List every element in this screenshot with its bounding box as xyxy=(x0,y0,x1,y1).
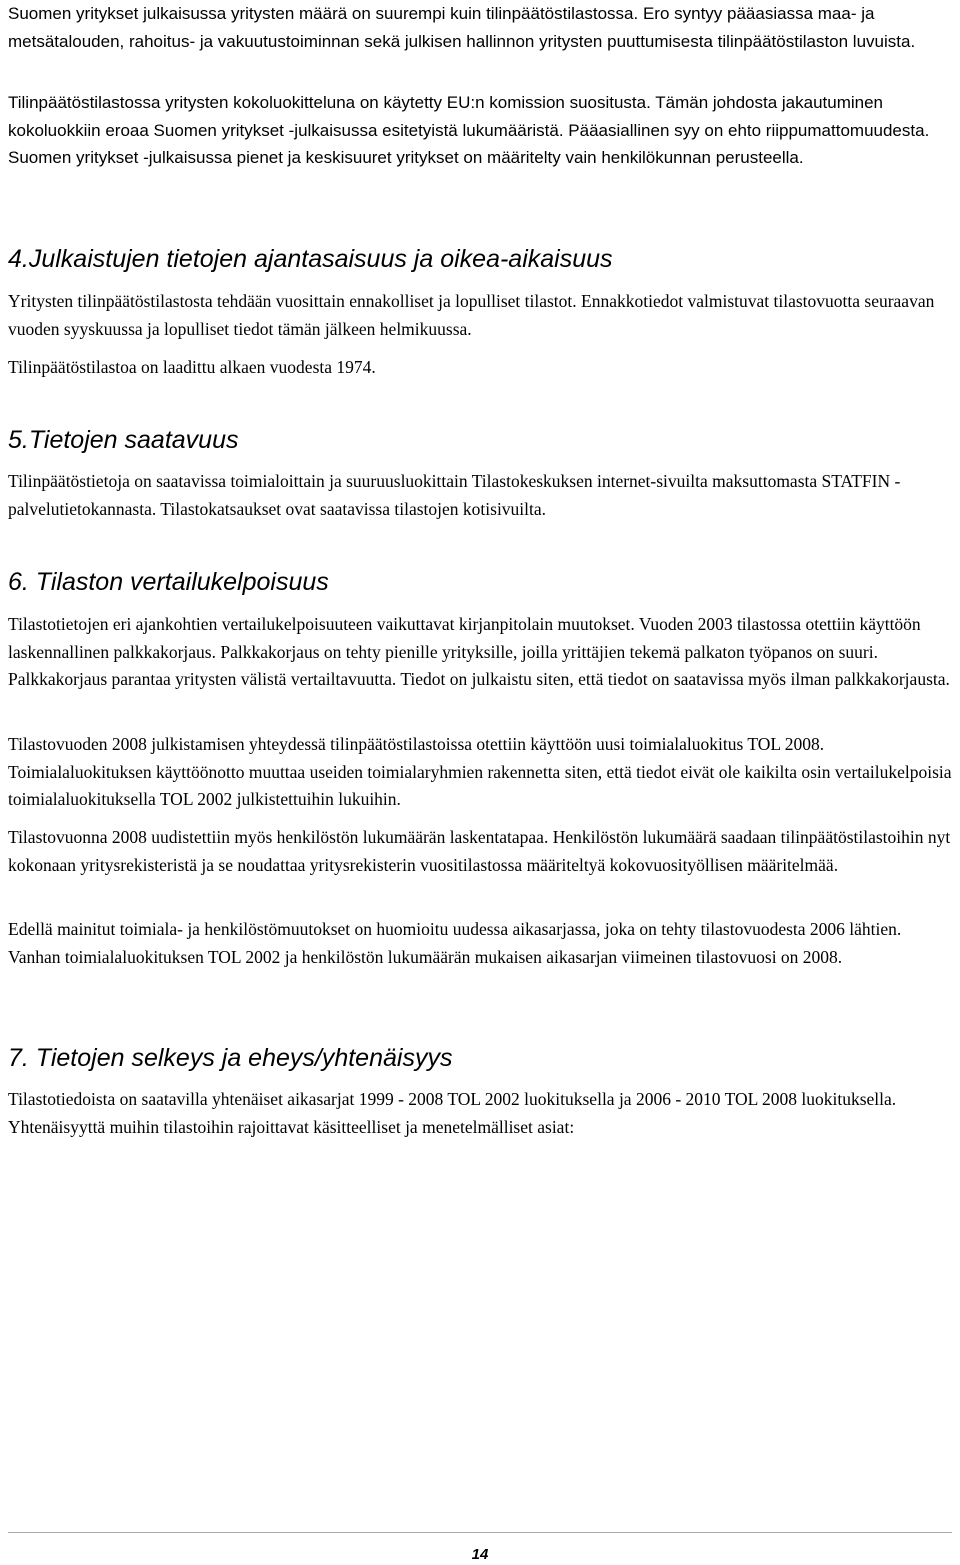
section-7-heading: 7. Tietojen selkeys ja eheys/yhtenäisyys xyxy=(8,1044,453,1072)
section-4-heading: 4.Julkaistujen tietojen ajantasaisuus ja oikea-aikaisuus xyxy=(8,245,613,273)
footer-rule xyxy=(8,1532,952,1533)
section-4-paragraph-1: Yritysten tilinpäätöstilastosta tehdään vuosittain ennakolliset ja lopulliset tilastot. Ennakkotiedot valmistuvat tilastovuotta seuraavan vuoden syyskuussa ja lopulliset tiedot tämän jälkeen helmikuussa. xyxy=(8,291,935,339)
section-6-paragraph-4: Edellä mainitut toimiala- ja henkilöstömuutokset on huomioitu uudessa aikasarjassa, joka on tehty tilastovuodesta 2006 lähtien. Vanhan toimialaluokituksen TOL 2002 ja henkilöstön lukumäärän mukaisen aikasarjan viimeinen tilastovuosi on 2008. xyxy=(8,919,902,967)
intro-paragraph-2: Tilinpäätöstilastossa yritysten kokoluokitteluna on käytetty EU:n komission suositusta. Tämän johdosta jakautuminen kokoluokkiin eroaa Suomen yritykset -julkaisussa esitetyistä lukumääristä. Pääasiallinen syy on ehto riippumattomuudesta. Suomen yritykset -julkaisussa pienet ja keskisuuret yritykset on määritelty vain henkilökunnan perusteella. xyxy=(8,93,930,167)
intro-paragraph-1: Suomen yritykset julkaisussa yritysten määrä on suurempi kuin tilinpäätöstilastossa. Ero syntyy pääasiassa maa- ja metsätalouden, rahoitus- ja vakuutustoiminnan sekä julkisen hallinnon yritysten puuttumisesta tilinpäätöstilaston luvuista. xyxy=(8,4,916,51)
section-4-paragraph-2: Tilinpäätöstilastoa on laadittu alkaen vuodesta 1974. xyxy=(8,357,376,377)
section-6-paragraph-2: Tilastovuoden 2008 julkistamisen yhteydessä tilinpäätöstilastoissa otettiin käyttöön uusi toimialaluokitus TOL 2008. Toimialaluokituksen käyttöönotto muuttaa useiden toimialaryhmien rakennetta siten, että tiedot eivät ole kaikilta osin vertailukelpoisia toimialaluokituksella TOL 2002 julkistettuihin lukuihin. xyxy=(8,734,952,809)
section-7-paragraph-1: Tilastotiedoista on saatavilla yhtenäiset aikasarjat 1999 - 2008 TOL 2002 luokituksella ja 2006 - 2010 TOL 2008 luokituksella. Yhtenäisyyttä muihin tilastoihin rajoittavat käsitteelliset ja menetelmälliset asiat: xyxy=(8,1089,897,1137)
section-5-paragraph-1: Tilinpäätöstietoja on saatavissa toimialoittain ja suuruusluokittain Tilastokeskuksen internet-sivuilta maksuttomasta STATFIN -palvelutietokannasta. Tilastokatsaukset ovat saatavissa tilastojen kotisivuilta. xyxy=(8,471,901,519)
section-5-heading: 5.Tietojen saatavuus xyxy=(8,426,239,454)
section-6-paragraph-1: Tilastotietojen eri ajankohtien vertailukelpoisuuteen vaikuttavat kirjanpitolain muutokset. Vuoden 2003 tilastossa otettiin käyttöön laskennallinen palkkakorjaus. Palkkakorjaus on tehty pienille yrityksille, joilla yrittäjien tekemä palkaton työpanos on suuri. Palkkakorjaus parantaa yritysten välistä vertailtavuutta. Tiedot on julkaistu siten, että tiedot on saatavissa myös ilman palkkakorjausta. xyxy=(8,614,950,689)
section-6-heading: 6. Tilaston vertailukelpoisuus xyxy=(8,568,329,596)
page-number: 14 xyxy=(471,1546,489,1563)
section-6-paragraph-3: Tilastovuonna 2008 uudistettiin myös henkilöstön lukumäärän laskentatapaa. Henkilöstön lukumäärä saadaan tilinpäätöstilastoihin nyt kokonaan yritysrekisteristä ja se noudattaa yritysrekisterin vuositilastossa määriteltyä kokovuosityöllisen määritelmää. xyxy=(8,827,951,875)
